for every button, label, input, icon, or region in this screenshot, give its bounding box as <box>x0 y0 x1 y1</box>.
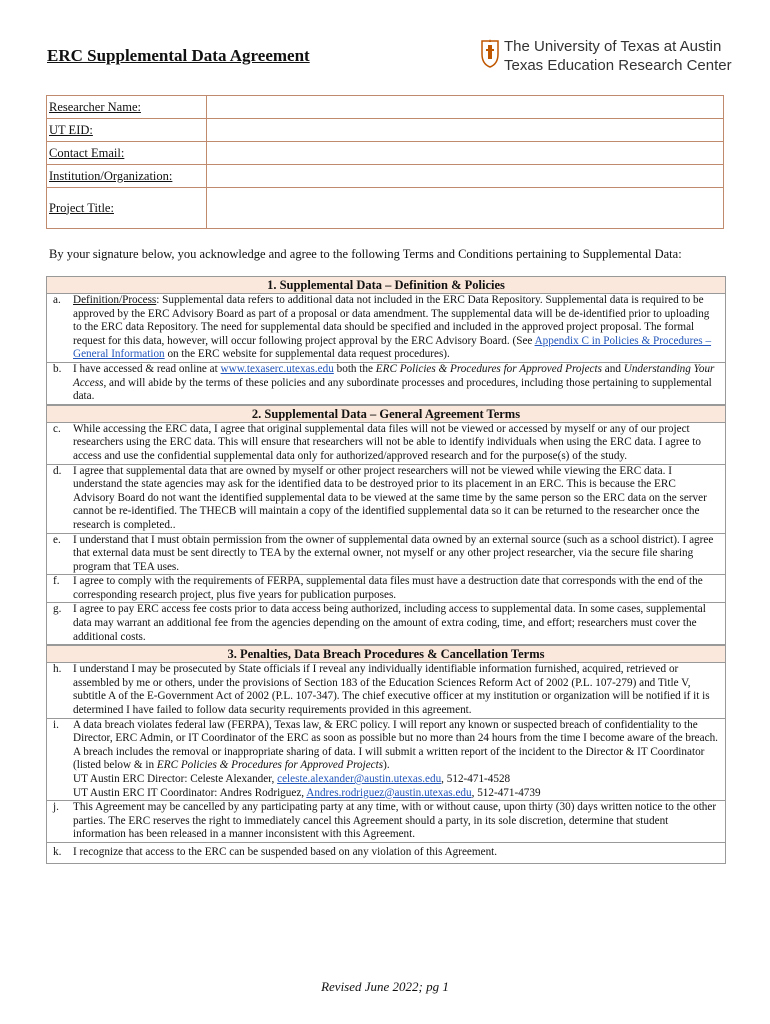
table-row <box>47 119 724 142</box>
field-label: Contact Email: <box>47 142 207 165</box>
term-letter: k. <box>53 845 62 858</box>
term-letter: d. <box>53 464 62 477</box>
table-row <box>47 188 724 229</box>
term-row-h <box>47 663 725 718</box>
policy-title: ERC Policies & Procedures for Approved Projects <box>375 362 602 375</box>
ut-logo <box>480 38 730 76</box>
term-text: I agree to comply with the requirements of FERPA, supplemental data files must have a destruction date that corresponds with the end of the corresponding research project, plus five years for publication purposes. <box>73 575 703 601</box>
appendix-c-link[interactable]: Appendix C in Policies & Procedures – General Information <box>73 334 712 361</box>
section-heading-2: 2. Supplemental Data – General Agreement Terms <box>47 405 725 423</box>
term-row-f <box>47 575 725 603</box>
ut-eid-field[interactable] <box>207 119 724 142</box>
term-text <box>73 719 725 801</box>
term-text: I agree to pay ERC access fee costs prior to data access being authorized, including access to supplemental data. In some cases, supplemental data may warrant an additional fee from the agencies depending on the amount of extra coding, time, and effort; researchers must cover the additional costs. <box>73 603 706 643</box>
term-text: I agree that supplemental data that are owned by myself or other project researchers will not be viewed while viewing the ERC data. I understand the state agencies may ask for the identified data to be destroyed prior to its placement in an ERC. This is because the ERC Advisory Board do not want the identified supplemental data to be viewed at the same time by the same person so the ERC data on the server cannot be re-identified. The THECB will maintain a copy of the identified supplemental data so it can be returned to the researcher once the research is completed.. <box>73 464 707 531</box>
institution-field[interactable] <box>207 165 724 188</box>
term-text-part: on the ERC website for supplemental data request procedures). <box>164 348 450 361</box>
field-label: Institution/Organization: <box>47 165 207 188</box>
term-text-part: ). <box>383 759 390 772</box>
term-letter: a. <box>53 294 61 306</box>
term-text: This Agreement may be cancelled by any participating party at any time, with or without cause, upon thirty (30) days written notice to the other parties. The ERC reserves the right to immediately cancel this Agreement should a party, in its sole discretion, determine that student information has been released in a manner inconsistent with this Agreement. <box>73 801 717 841</box>
term-text: I understand that I must obtain permission from the owner of supplemental data owned by an external source (such as a school district). I agree that external data must be sent directly to TEA by the external owner, not myself or any other project researcher, via the secure file sharing program that TEA uses. <box>73 533 714 573</box>
logo-center-name: Texas Education Research Center <box>504 57 732 74</box>
term-letter: i. <box>53 718 59 731</box>
contact-email-field[interactable] <box>207 142 724 165</box>
term-row-d <box>47 465 725 534</box>
term-row-j <box>47 801 725 843</box>
term-lead: Definition/Process <box>73 294 157 306</box>
term-row-c <box>47 423 725 465</box>
table-row <box>47 165 724 188</box>
ut-tower-seal-icon <box>480 38 500 68</box>
field-label: Researcher Name: <box>47 96 207 119</box>
term-row-b <box>47 363 725 405</box>
project-title-field[interactable] <box>207 188 724 229</box>
term-text: I understand I may be prosecuted by State officials if I reveal any individually identifiable information furnished, acquired, retrieved or assembled by me or others, under the provisions of Section 183 of the Education Sciences Reform Act of 2002 (P.L. 107-279) and Title V, subtitle A of the E-Government Act of 2002 (P.L. 107-347). The chief executive officer at my institution or organization will be notified if it is determined I have failed to follow data security requirements provided in this agreement. <box>73 663 710 717</box>
page-footer: Revised June 2022; pg 1 <box>321 979 449 994</box>
it-coordinator-phone: , 512-471-4739 <box>471 786 541 799</box>
term-text <box>73 294 725 362</box>
texaserc-website-link[interactable]: www.texaserc.utexas.edu <box>220 362 334 375</box>
intro-text: By your signature below, you acknowledge and agree to the following Terms and Conditions pertaining to Supplemental Data: <box>49 247 682 261</box>
field-label: Project Title: <box>47 188 207 229</box>
term-row-g <box>47 603 725 645</box>
term-text <box>73 363 725 404</box>
term-letter: e. <box>53 533 61 546</box>
term-letter: f. <box>53 575 60 588</box>
director-phone: , 512-471-4528 <box>441 773 511 785</box>
term-letter: c. <box>53 422 61 435</box>
term-text-part: , and will abide by the terms of these policies and any subordinate processes and procedures, including those pertaining to supplemental data. <box>73 376 712 403</box>
section-heading-3: 3. Penalties, Data Breach Procedures & Cancellation Terms <box>47 645 725 663</box>
term-row-i <box>47 719 725 802</box>
term-letter: g. <box>53 603 62 616</box>
it-coordinator-email-link[interactable]: Andres.rodriguez@austin.utexas.edu <box>306 786 472 799</box>
section-heading-1: 1. Supplemental Data – Definition & Policies <box>47 277 725 294</box>
term-letter: h. <box>53 663 62 676</box>
term-row-k <box>47 843 725 863</box>
researcher-info-table <box>46 95 724 229</box>
it-coordinator-label: UT Austin ERC IT Coordinator: Andres Rodriguez, <box>73 786 307 799</box>
term-letter: b. <box>53 362 62 375</box>
director-label: UT Austin ERC Director: Celeste Alexander, <box>73 773 278 785</box>
term-text-part: both the <box>333 362 376 375</box>
term-text-part: : Supplemental data refers to additional data not included in the ERC Data Repository. Supplemental data is required to be approved by the ERC Advisory Board as part of a proposal or data amendment. The supplemental data will be de-identified prior to uploading to the ERC data Repository. The need for supplemental data should be specified and included in the approved project proposal. The formal request for this data, however, will occur following project approval by the ERC Advisory Board. (See <box>73 294 710 347</box>
term-text-part: A data breach violates federal law (FERPA), Texas law, & ERC policy. I will report any known or suspected breach of confidentiality to the Director, ERC Admin, or IT Coordinator of the ERC as soon as possible but no more than 24 hours from the time I become aware of the breach. A breach includes the removal or inappropriate sharing of data. I will submit a written report of the incident to the Director & IT Coordinator (listed below & in <box>73 718 718 772</box>
table-row <box>47 96 724 119</box>
term-text: While accessing the ERC data, I agree that original supplemental data files will not be viewed or accessed by myself or any of our project researchers using the ERC data. This will ensure that researchers will not be able to identify individuals when using the ERC data. I agree to access and use the confidential supplemental data only for authorized/approved research and for the purpose(s) of the study. <box>73 422 701 462</box>
researcher-name-field[interactable] <box>207 96 724 119</box>
term-text-part: and <box>601 362 624 375</box>
term-text-part: I have accessed & read online at <box>73 362 221 375</box>
director-email-link[interactable]: celeste.alexander@austin.utexas.edu <box>277 773 442 785</box>
term-row-a <box>47 294 725 363</box>
term-letter: j. <box>53 801 59 814</box>
logo-university-name: The University of Texas at Austin <box>504 38 722 55</box>
term-row-e <box>47 534 725 576</box>
policy-title: Understanding Your Access <box>73 362 715 389</box>
table-row <box>47 142 724 165</box>
terms-table <box>46 276 726 864</box>
term-text: I recognize that access to the ERC can be suspended based on any violation of this Agreement. <box>73 845 498 858</box>
page-title: ERC Supplemental Data Agreement <box>47 46 310 65</box>
field-label: UT EID: <box>47 119 207 142</box>
policy-title: ERC Policies & Procedures for Approved Projects <box>156 759 384 772</box>
